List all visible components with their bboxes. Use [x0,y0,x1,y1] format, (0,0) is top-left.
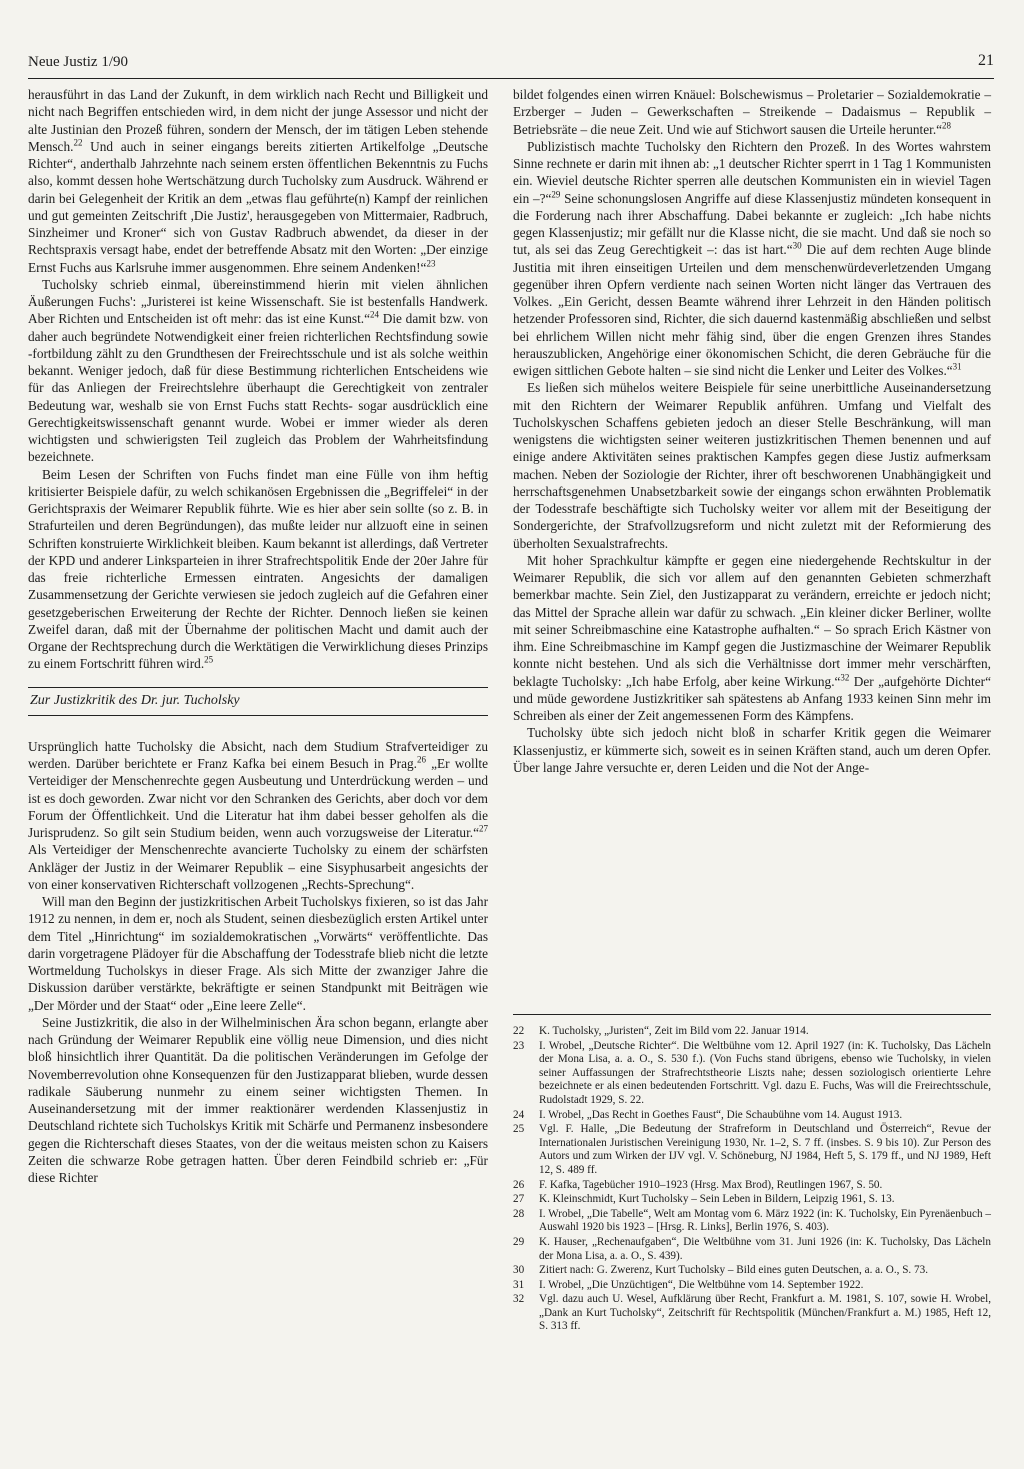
footnote: 25 Vgl. F. Halle, „Die Bedeutung der Strafreform in Deutschland und Österreich“, Revue der Internationalen Juristischen Vereinigung 1930, Nr. 1–2, S. 7 ff. (insbes. S. 9 bis 10). Zur Person des Autors und zum Wirken der IJV vgl. V. Schöneburg, NJ 1984, Heft 5, S. 179 ff., und NJ 1989, Heft 12, S. 489 ff. [513,1123,991,1176]
footnote-ref: 27 [479,823,488,834]
paragraph: Beim Lesen der Schriften von Fuchs findet man eine Fülle von ihm heftig kritisierter Beispiele dafür, zu welch schikanösen Ergebnissen die „Begriffelei“ in der Gerichtspraxis der Weimarer Republik führte. Wie es hier aber sein sollte (so z. B. in Strafurteilen und deren Begründungen), das mußte leider nur allzuoft eine in seinen Schriften konstruierte Wirklichkeit bleiben. Kaum bekannt ist allerdings, daß Vertreter der KPD und anderer Linksparteien in ihrer Strafrechtspolitik Ende der 20er Jahre für das freie richterliche Ermessen eintraten. Angesichts der damaligen Zusammensetzung der Gerichte verwiesen sie jedoch zugleich auf die Gefahren einer gesetzgeberischen Erweiterung der Rechte der Richter. Dennoch ließen sie keinen Zweifel daran, daß mit der Übernahme der politischen Macht und damit auch der Organe der Rechtsprechung durch die Werktätigen die Verwirklichung dieses Prinzips zu einem Fortschritt führen wird.$^{25}$ [28,466,488,672]
paragraph: Will man den Beginn der justizkritischen Arbeit Tucholskys fixieren, so ist das Jahr 1912 zu nennen, in dem er, noch als Student, seinen diesbezüglich ersten Artikel unter dem Titel „Hinrichtung“ im sozialdemokratischen „Vorwärts“ veröffentlichte. Das darin vorgetragene Plädoyer für die Abschaffung der Todesstrafe blieb nicht die letzte Wortmeldung Tucholskys in dieser Frage. Als sich Mitte der zwanziger Jahre die Diskussion darüber verstärkte, bekräftigte er seinen Standpunkt mit Beiträgen wie „Der Mörder und der Staat“ oder „Eine leere Zelle“. [28,894,488,1013]
paragraph: Tucholsky übte sich jedoch nicht bloß in scharfer Kritik gegen die Weimarer Klassenjustiz, er kümmerte sich, soweit es in seinen Kräften stand, auch um deren Opfer. Über lange Jahre versuchte er, deren Leiden und die Not der Ange- [513,725,991,775]
footnote: 26 F. Kafka, Tagebücher 1910–1923 (Hrsg. Max Brod), Reutlingen 1967, S. 50. [513,1178,883,1191]
section-heading: Zur Justizkritik des Dr. jur. Tucholsky [28,687,488,716]
paragraph: herausführt in das Land der Zukunft, in dem wirklich nach Recht und Billigkeit und nicht nach Begriffen entschieden wird, in dem nicht der junge Assessor und nicht der alte Justinian den Prozeß führen, sondern der Mensch, der im tätigen Leben stehende Mensch.$^{22}$ Und auch in seiner eingangs bereits zitierten Artikelfolge „Deutsche Richter“, anderthalb Jahrzehnte nach seinem ersten öffentlichen Bekenntnis zu Fuchs also, kommt dessen hohe Wertschätzung durch Tucholsky zum Ausdruck. Während er darin bei Gelegenheit der Kritik an dem „etwas flau geführte(n) Kampf der reinlichen und gut gemeinten Zeitschrift ,Die Justiz', herausgegeben von Mittermaier, Radbruch, Sinzheimer und Kroner“ sich von Gustav Radbruch abwendet, da dieser in der Rechtspraxis versagt habe, endet der betreffende Absatz mit den Worten: „Der einzige Ernst Fuchs aus Karlsruhe immer ausgenommen. Ehre seinem Andenken!“$^{23}$ [28,87,488,275]
footnote-ref: 26 [416,754,426,765]
paragraph: bildet folgendes einen wirren Knäuel: Bolschewismus – Proletarier – Sozialdemokratie – Erzberger – Juden – Gewerkschaften – Streikende – Dadaismus – Republik – Betriebsräte – die neue Zeit. Und wie auf Stichwort sausen die Urteile herunter.“$^{28}$ [513,87,991,137]
journal-title: Neue Justiz 1/90 [28,54,128,70]
paragraph: Seine Justizkritik, die also in der Wilhelminischen Ära schon begann, erlangte aber nach Gründung der Weimarer Republik eine völlig neue Dimension, und dies nicht bloß hinsichtlich ihrer Quantität. Da die politischen Veränderungen im Gefolge der Novemberrevolution ohne Konsequenzen für den Justizapparat blieben, wurde dessen radikale Säuberung nunmehr zu einem seiner wichtigsten Themen. In Auseinandersetzung mit der immer reaktionärer werdenden Klassenjustiz in Deutschland richtete sich Tucholskys Kritik mit Schärfe und Permanenz insbesondere gegen die Richterschaft dieses Staates, von der die weitaus meisten schon zu Kaisers Zeiten die schwarze Robe getragen hatten. Über deren Feindbild schrieb er: „Für diese Richter [28,1014,488,1185]
paragraph: Mit hoher Sprachkultur kämpfte er gegen eine niedergehende Rechtskultur in der Weimarer Republik, die sich vor allem auf den genannten Gebieten schmerzhaft bemerkbar machte. Sein Ziel, den Justizapparat zu verändern, erreichte er jedoch nicht; das Mittel der Sprache allein war dafür zu schwach. „Ein kleiner dicker Berliner, wollte mit seiner Schreibmaschine eine Katastrophe aufhalten.“ – So sprach Erich Kästner von ihm. Eine Schreibmaschine im Kampf gegen die Justizmaschine der Weimarer Republik konnte nicht bestehen. Und als sich die Verhältnisse dort immer mehr verschärften, beklagte Tucholsky: „Ich habe Erfolg, aber keine Wirkung.“$^{32}$ Der „aufgehörte Dichter“ und müde gewordene Justizkritiker sah spätestens ab Anfang 1933 keinen Sinn mehr im Schreiben als einer der Zeit angemessenen Form des Kämpfens. [513,552,991,723]
paragraph: Publizistisch machte Tucholsky den Richtern den Prozeß. In des Wortes wahrstem Sinne rechnete er darin mit ihnen ab: „1 deutscher Richter sperrt in 1 Tag 1 Kommunisten ein. Wieviel deutsche Richter sperren alle deutschen Kommunisten ein in wieviel Tagen ein –?“$^{29}$ Seine schonungslosen Angriffe auf diese Klassenjustiz mündeten konsequent in die Forderung nach ihrer Abschaffung. Dabei bekannte er zugleich: „Ich habe nichts gegen Klassenjustiz; mir gefällt nur die Klasse nicht, die sie macht. Und daß sie noch so tut, als sei das Zeug Gerechtigkeit –: das ist hart.“$^{30}$ Die auf dem rechten Auge blinde Justitia mit ihren einseitigen Urteilen und dem menschenwürdeverletzenden Umgang gegenüber ihren Opfern verdiente nach seinen Worten nicht länger das Vertrauen des Volkes. „Ein Gericht, dessen Beamte während ihrer Lehrzeit in den Händen politisch hetzender Professoren sind, Richter, die sich dauernd kastenmäßig abschließen und selbst bei ehrlichem Willen nicht mehr fähig sind, über die engen Grenzen ihres Standes herauszublicken, Angehörige einer ökonomischen Schicht, die deren Gebräuche für die ewigen sittlichen Gebote halten – sie sind nicht die Lenker und Leiter des Volkes.“$^{31}$ [513,138,991,378]
footnote-ref: 28 [942,120,952,131]
footnote-ref: 22 [73,137,83,148]
footnote: 32 Vgl. dazu auch U. Wesel, Aufklärung über Recht, Frankfurt a. M. 1981, S. 107, sowie H. Wrobel, „Dank an Kurt Tucholsky“, Zeitschrift für Rechtspolitik (München/Frankfurt a. M.) 1985, Heft 12, S. 313 ff. [513,1293,991,1333]
footnotes [513,1014,991,1335]
footnote: 28 I. Wrobel, „Die Tabelle“, Welt am Montag vom 6. März 1922 (in: K. Tucholsky, Ein Pyrenäenbuch – Auswahl 1920 bis 1923 – [Hrsg. R. Links], Berlin 1976, S. 403). [513,1207,991,1234]
footnote-ref: 29 [551,189,561,200]
footnote-ref: 31 [952,361,962,372]
footnote: 30 Zitiert nach: G. Zwerenz, Kurt Tucholsky – Bild eines guten Deutschen, a. a. O., S. 73. [513,1264,929,1277]
footnote-ref: 24 [370,309,380,320]
page-header [28,44,994,79]
footnote-ref: 30 [792,240,802,251]
footnote: 29 K. Hauser, „Rechenaufgaben“, Die Weltbühne vom 31. Juni 1926 (in: K. Tucholsky, Das Lächeln der Mona Lisa, a. a. O., S. 439). [513,1235,991,1262]
paragraph: Tucholsky schrieb einmal, übereinstimmend hierin mit vielen ähnlichen Äußerungen Fuchs': „Juristerei ist keine Wissenschaft. Sie ist bestenfalls Handwerk. Aber Richten und Entscheiden ist oft mehr: das ist eine Kunst.“$^{24}$ Die damit bzw. von daher auch begründete Notwendigkeit einer freien richterlichen Rechtsfindung sowie -fortbildung zählt zu den Grundthesen der Freirechtsschule und ist als solche weithin bekannt. Weniger jedoch, daß für diese Bestimmung richterlichen Entscheidens wie für das Anliegen der Freirechtslehre überhaupt die Gerechtigkeit von zentraler Bedeutung war, weshalb sie von Ernst Fuchs statt Rechts- sogar ausdrücklich eine Gerechtigkeitswissenschaft genannt wurde. Wobei er immer wieder als deren wichtigsten und schwierigsten Teil zugleich das Problem der Wahrheitsfindung bezeichnete. [28,276,488,465]
footnote-ref: 25 [204,654,214,665]
footnote-ref: 23 [426,258,436,269]
left-column [28,86,488,1186]
right-column [513,86,991,776]
footnote: 22 K. Tucholsky, „Juristen“, Zeit im Bild vom 22. Januar 1914. [513,1025,809,1037]
footnote: 31 I. Wrobel, „Die Unzüchtigen“, Die Weltbühne vom 14. September 1922. [513,1278,864,1291]
footnote: 23 I. Wrobel, „Deutsche Richter“. Die Weltbühne vom 12. April 1927 (in: K. Tucholsky, Das Lächeln der Mona Lisa, a. a. O., S. 530 f.). (Von Fuchs stand übrigens, ebenso wie Tucholsky, in vielen seiner Auffassungen der Strafrechtstheorie Liszts nahe; dessen soziologisch orientierte Lehre bezeichnete er als einen bedeutenden Fortschritt. Vgl. dazu E. Fuchs, Was will die Freirechtsschule, Rudolstadt 1929, S. 22. [513,1039,991,1106]
footnote: 24 I. Wrobel, „Das Recht in Goethes Faust“, Die Schaubühne vom 14. August 1913. [513,1108,903,1121]
page-number: 21 [978,52,994,69]
footnote: 27 K. Kleinschmidt, Kurt Tucholsky – Sein Leben in Bildern, Leipzig 1961, S. 13. [513,1193,895,1206]
footnote-ref: 32 [840,672,850,683]
paragraph: Es ließen sich mühelos weitere Beispiele für seine unerbittliche Auseinandersetzung mit den Richtern der Weimarer Republik anführen. Umfang und Vielfalt des Tucholskyschen Schaffens gebieten jedoch an dieser Stelle Beschränkung, will man wenigstens die wichtigsten seiner weiteren justizkritischen Themen benennen und auf einige andere Aktivitäten seines praktischen Kampfes gegen diese Justiz aufmerksam machen. Neben der Soziologie der Richter, ihrer oft beschworenen Unabhängigkeit und herrschaftsgenehmen Unabsetzbarkeit sowie der eingangs schon erwähnten Problematik der Todesstrafe beschäftigte sich Tucholsky weiter vor allem mit der Beseitigung der Sondergerichte, der Strafvollzugsreform und nicht zuletzt mit der Reformierung des überholten Sexualstrafrechts. [513,380,991,551]
paragraph: Ursprünglich hatte Tucholsky die Absicht, nach dem Studium Strafverteidiger zu werden. Darüber berichtete er Franz Kafka bei einem Besuch in Prag.$^{26}$ „Er wollte Verteidiger der Menschenrechte gegen Ausbeutung und Unterdrückung werden – und ist es doch geworden. Zwar nicht vor den Schranken des Gerichts, aber doch vor dem Forum der Öffentlichkeit. Und die Literatur hat ihm dabei besser geholfen als die Jurisprudenz. So gilt sein Studium beiden, wenn auch vorzugsweise der Literatur.“$^{27}$ Als Verteidiger der Menschenrechte avancierte Tucholsky zu einem der schärfsten Ankläger der Justiz in der Weimarer Republik – eine Sisyphusarbeit angesichts der von einer konservativen Richterschaft vollzogenen „Rechts-Sprechung“. [28,738,488,892]
